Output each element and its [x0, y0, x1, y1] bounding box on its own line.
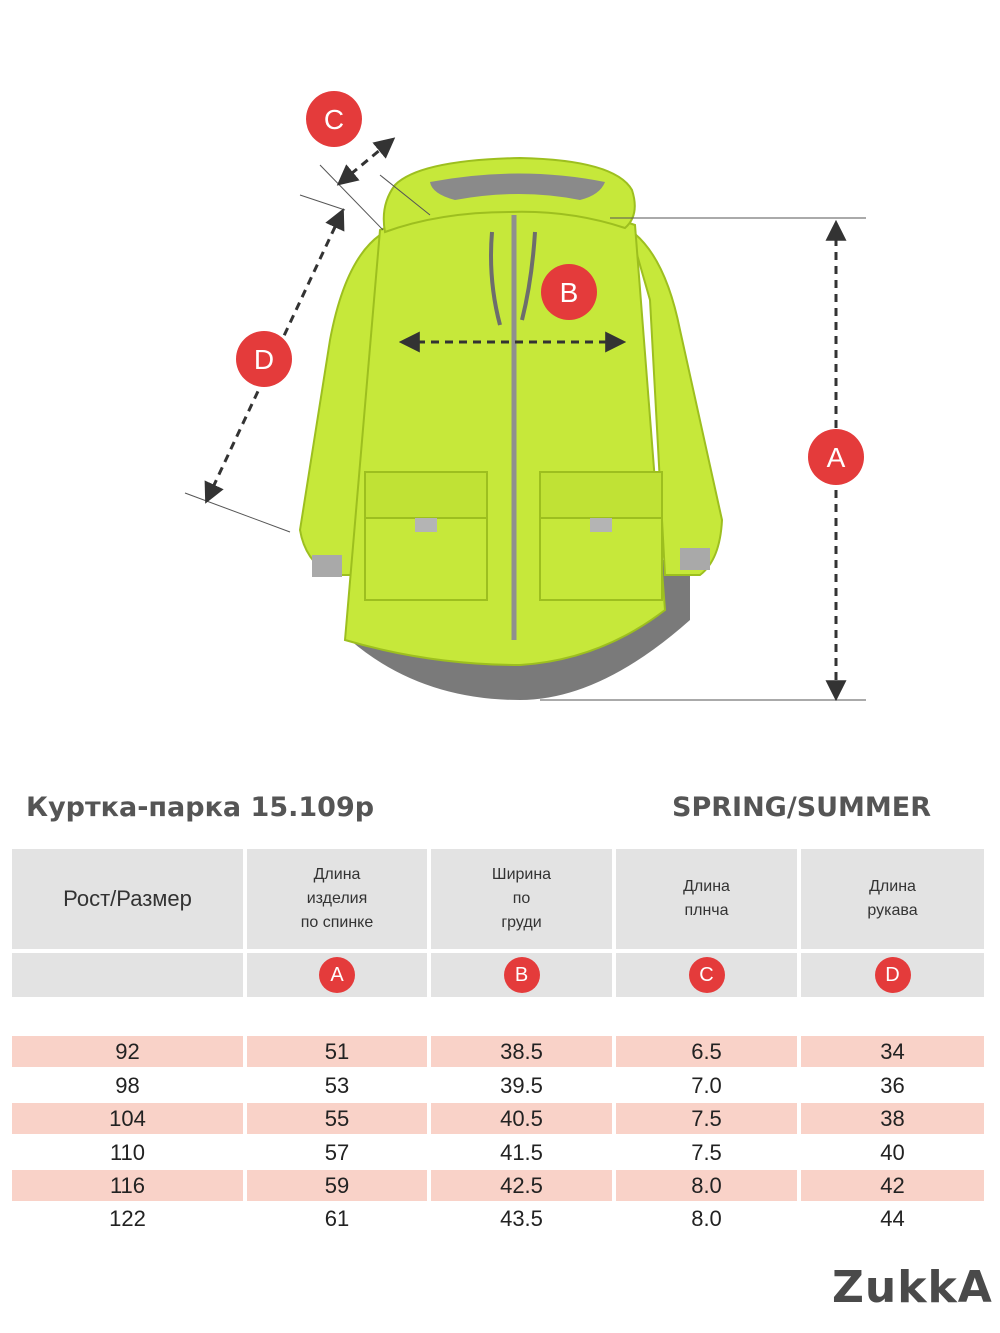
table-row: [12, 1170, 984, 1201]
cell-chest-width: 43.5: [500, 1205, 543, 1231]
cell-sleeve-length: 36: [880, 1072, 905, 1098]
header-marker-empty: [12, 953, 243, 997]
cell-sleeve-length: 42: [801, 1170, 984, 1201]
marker-d: [236, 331, 292, 387]
marker-a: [808, 429, 864, 485]
cell-back-length: 55: [247, 1103, 427, 1134]
header-marker-c-cell: [616, 953, 797, 997]
header-back-length: Длина изделия по спинке: [247, 849, 427, 949]
cell-size: 110: [109, 1139, 146, 1165]
cell-sleeve-length: 38: [801, 1103, 984, 1134]
cell-shoulder-length: 7.0: [691, 1072, 722, 1098]
header-marker-d: D: [875, 957, 911, 993]
svg-text:B: B: [559, 277, 579, 308]
cell-size: 98: [115, 1072, 140, 1098]
product-title: Куртка-парка 15.109р: [26, 792, 375, 823]
table-row: [12, 1070, 984, 1101]
brand-logo: ZukkA: [832, 1262, 993, 1313]
cell-size: 122: [109, 1205, 146, 1231]
header-marker-a: A: [319, 957, 355, 993]
cell-shoulder-length: 8.0: [691, 1205, 722, 1231]
marker-b: [541, 264, 597, 320]
cell-back-length: 51: [247, 1036, 427, 1067]
cell-back-length: 61: [324, 1205, 350, 1231]
header-marker-b-cell: [431, 953, 612, 997]
cell-chest-width: 41.5: [500, 1139, 543, 1165]
cell-size: 116: [12, 1170, 243, 1201]
table-row: [12, 1103, 984, 1134]
cell-chest-width: 38.5: [431, 1036, 612, 1067]
cell-size: 104: [12, 1103, 243, 1134]
table-row: [12, 1137, 984, 1168]
measure-line-c: [340, 140, 392, 183]
header-marker-a-cell: [247, 953, 427, 997]
cell-sleeve-length: 40: [880, 1139, 905, 1165]
table-row: [12, 1036, 984, 1067]
cell-back-length: 59: [247, 1170, 427, 1201]
header-size: Рост/Размер: [12, 849, 243, 949]
season-label: SPRING/SUMMER: [672, 792, 932, 823]
header-marker-d-cell: [801, 953, 984, 997]
cell-shoulder-length: 6.5: [616, 1036, 797, 1067]
cell-shoulder-length: 7.5: [691, 1139, 722, 1165]
cell-sleeve-length: 44: [880, 1205, 905, 1231]
marker-c: [306, 91, 362, 147]
cell-shoulder-length: 7.5: [616, 1103, 797, 1134]
header-sleeve-length: Длина рукава: [801, 849, 984, 949]
cell-back-length: 53: [324, 1072, 350, 1098]
cell-back-length: 57: [324, 1139, 350, 1165]
table-row: [12, 1203, 984, 1234]
cell-chest-width: 39.5: [500, 1072, 543, 1098]
header-marker-c: C: [689, 957, 725, 993]
cell-chest-width: 42.5: [431, 1170, 612, 1201]
header-chest-width: Ширина по груди: [431, 849, 612, 949]
svg-text:C: C: [323, 104, 345, 135]
cell-size: 92: [12, 1036, 243, 1067]
svg-text:D: D: [253, 344, 275, 375]
cell-shoulder-length: 8.0: [616, 1170, 797, 1201]
cell-chest-width: 40.5: [431, 1103, 612, 1134]
svg-text:A: A: [826, 442, 846, 473]
cell-sleeve-length: 34: [801, 1036, 984, 1067]
header-shoulder-length: Длина плнча: [616, 849, 797, 949]
header-marker-b: B: [504, 957, 540, 993]
